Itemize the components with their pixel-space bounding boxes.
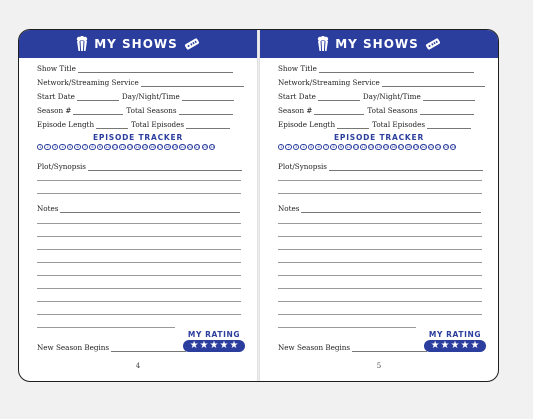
writing-line[interactable] bbox=[278, 301, 482, 302]
plot-label: Plot/Synopsis bbox=[278, 162, 327, 171]
episode-circle[interactable]: 18 bbox=[165, 145, 170, 150]
new-season-field bbox=[37, 342, 189, 352]
writing-line[interactable] bbox=[37, 314, 241, 315]
notes-label: Notes bbox=[37, 204, 59, 213]
episode-circle[interactable]: 15 bbox=[383, 145, 389, 150]
page-number: 4 bbox=[135, 362, 141, 370]
episode-circle[interactable]: 5 bbox=[308, 144, 314, 150]
episode-circle[interactable]: 10 bbox=[105, 145, 110, 150]
star-icon[interactable]: ★ bbox=[440, 340, 450, 351]
episode-circle[interactable]: 20 bbox=[421, 145, 426, 150]
day-time-label: Day/Night/Time bbox=[362, 92, 421, 101]
episode-circle[interactable]: 10 bbox=[346, 145, 351, 150]
episode-circle[interactable]: 7 bbox=[82, 144, 88, 150]
network-field bbox=[37, 77, 247, 87]
page-header bbox=[260, 30, 498, 58]
episode-circle[interactable]: 19 bbox=[172, 145, 178, 150]
show-title-label: Show Title bbox=[37, 64, 76, 73]
episode-circle[interactable]: 15 bbox=[142, 145, 148, 150]
plot-label: Plot/Synopsis bbox=[37, 162, 86, 171]
total-seasons-label: Total Seasons bbox=[126, 106, 177, 115]
start-date-label: Start Date bbox=[278, 92, 316, 101]
episode-circle[interactable]: 3 bbox=[52, 144, 58, 150]
season-label: Season # bbox=[37, 106, 72, 115]
star-icon[interactable]: ★ bbox=[209, 340, 219, 351]
episode-circle[interactable]: 24 bbox=[210, 145, 215, 150]
episode-circle[interactable]: 5 bbox=[67, 144, 73, 150]
remote-control-icon bbox=[425, 38, 441, 50]
my-rating bbox=[424, 330, 486, 352]
episode-tracker-title: EPISODE TRACKER bbox=[333, 133, 425, 142]
star-icon[interactable]: ★ bbox=[229, 340, 239, 351]
episode-circle[interactable]: 17 bbox=[157, 145, 163, 150]
season-field bbox=[37, 105, 236, 115]
writing-line[interactable] bbox=[278, 249, 482, 250]
total-episodes-label: Total Episodes bbox=[131, 120, 185, 129]
plot-line[interactable] bbox=[88, 163, 242, 171]
show-title-line[interactable] bbox=[78, 65, 233, 73]
writing-line[interactable] bbox=[278, 314, 482, 315]
episode-length-field bbox=[278, 119, 474, 129]
network-line[interactable] bbox=[141, 79, 244, 87]
star-icon[interactable]: ★ bbox=[460, 340, 470, 351]
star-icon[interactable]: ★ bbox=[430, 340, 440, 351]
episode-tracker bbox=[278, 144, 456, 150]
popcorn-icon bbox=[76, 36, 88, 52]
episode-circle[interactable]: 7 bbox=[323, 144, 329, 150]
episode-circle[interactable]: 12 bbox=[361, 145, 366, 150]
total-episodes-label: Total Episodes bbox=[372, 120, 426, 129]
page-title: MY SHOWS bbox=[335, 37, 419, 51]
star-icon[interactable]: ★ bbox=[219, 340, 229, 351]
writing-line[interactable] bbox=[37, 288, 241, 289]
writing-line[interactable] bbox=[37, 301, 241, 302]
plot-line[interactable] bbox=[329, 163, 483, 171]
episode-circle[interactable]: 20 bbox=[180, 145, 185, 150]
episode-circle[interactable]: 14 bbox=[376, 145, 381, 150]
rating-stars bbox=[424, 340, 486, 352]
total-seasons-label: Total Seasons bbox=[367, 106, 418, 115]
start-date-line[interactable] bbox=[318, 93, 360, 101]
episode-circle[interactable]: 22 bbox=[195, 145, 200, 150]
episode-length-label: Episode Length bbox=[278, 120, 336, 129]
start-date-line[interactable] bbox=[77, 93, 119, 101]
writing-line[interactable] bbox=[37, 180, 241, 181]
notes-label: Notes bbox=[278, 204, 300, 213]
star-icon[interactable]: ★ bbox=[189, 340, 199, 351]
day-time-label: Day/Night/Time bbox=[121, 92, 180, 101]
start-date-field bbox=[278, 91, 478, 101]
show-title-line[interactable] bbox=[319, 65, 474, 73]
episode-circle[interactable]: 8 bbox=[330, 144, 336, 150]
start-date-field bbox=[37, 91, 237, 101]
writing-line[interactable] bbox=[37, 249, 241, 250]
episode-circle[interactable]: 19 bbox=[413, 145, 419, 150]
season-label: Season # bbox=[278, 106, 313, 115]
notes-line[interactable] bbox=[301, 205, 481, 213]
new-season-line[interactable] bbox=[352, 344, 427, 352]
episode-circle[interactable]: 16 bbox=[391, 145, 396, 150]
new-season-line[interactable] bbox=[111, 344, 186, 352]
writing-line[interactable] bbox=[278, 180, 482, 181]
episode-circle[interactable]: 1 bbox=[278, 144, 284, 150]
episode-circle[interactable]: 4 bbox=[300, 144, 306, 150]
writing-line[interactable] bbox=[278, 327, 416, 328]
my-rating bbox=[183, 330, 245, 352]
episode-circle[interactable]: 12 bbox=[120, 145, 125, 150]
remote-control-icon bbox=[184, 38, 200, 50]
episode-circle[interactable]: 6 bbox=[74, 144, 80, 150]
writing-line[interactable] bbox=[37, 327, 175, 328]
rating-title: MY RATING bbox=[187, 330, 241, 339]
episode-tracker-title: EPISODE TRACKER bbox=[92, 133, 184, 142]
new-season-label: New Season Begins bbox=[37, 343, 110, 352]
episode-circle[interactable]: 2 bbox=[285, 144, 291, 150]
writing-line[interactable] bbox=[278, 193, 482, 194]
left-page bbox=[19, 30, 257, 381]
episode-circle[interactable]: 1 bbox=[37, 144, 43, 150]
new-season-label: New Season Begins bbox=[278, 343, 351, 352]
network-label: Network/Streaming Service bbox=[278, 78, 380, 87]
writing-line[interactable] bbox=[37, 236, 241, 237]
show-title-field bbox=[278, 63, 477, 73]
episode-circle[interactable]: 21 bbox=[428, 145, 434, 150]
page-title: MY SHOWS bbox=[94, 37, 178, 51]
episode-circle[interactable]: 11 bbox=[112, 145, 118, 150]
episode-length-line[interactable] bbox=[337, 121, 369, 129]
episode-circle[interactable]: 13 bbox=[368, 145, 374, 150]
writing-line[interactable] bbox=[278, 275, 482, 276]
total-seasons-line[interactable] bbox=[420, 107, 474, 115]
writing-line[interactable] bbox=[37, 262, 241, 263]
new-season-field bbox=[278, 342, 430, 352]
right-page bbox=[260, 30, 498, 381]
episode-circle[interactable]: 24 bbox=[451, 145, 456, 150]
episode-circle[interactable]: 8 bbox=[89, 144, 95, 150]
episode-circle[interactable]: 4 bbox=[59, 144, 65, 150]
rating-title: MY RATING bbox=[428, 330, 482, 339]
episode-circle[interactable]: 17 bbox=[398, 145, 404, 150]
writing-line[interactable] bbox=[278, 288, 482, 289]
season-field bbox=[278, 105, 477, 115]
notes-line[interactable] bbox=[60, 205, 240, 213]
episode-length-line[interactable] bbox=[96, 121, 128, 129]
writing-line[interactable] bbox=[278, 262, 482, 263]
popcorn-icon bbox=[317, 36, 329, 52]
writing-line[interactable] bbox=[278, 236, 482, 237]
total-episodes-line[interactable] bbox=[186, 121, 230, 129]
show-title-label: Show Title bbox=[278, 64, 317, 73]
episode-circle[interactable]: 21 bbox=[187, 145, 193, 150]
season-line[interactable] bbox=[314, 107, 364, 115]
episode-circle[interactable]: 23 bbox=[443, 145, 449, 150]
star-icon[interactable]: ★ bbox=[450, 340, 460, 351]
network-field bbox=[278, 77, 488, 87]
episode-circle[interactable]: 6 bbox=[315, 144, 321, 150]
page-number: 5 bbox=[376, 362, 382, 370]
notes-field bbox=[278, 203, 484, 213]
episode-tracker bbox=[37, 144, 215, 150]
episode-length-label: Episode Length bbox=[37, 120, 95, 129]
writing-line[interactable] bbox=[278, 223, 482, 224]
episode-circle[interactable]: 2 bbox=[44, 144, 50, 150]
episode-circle[interactable]: 9 bbox=[97, 144, 103, 150]
star-icon[interactable]: ★ bbox=[199, 340, 209, 351]
total-episodes-line[interactable] bbox=[427, 121, 471, 129]
notes-field bbox=[37, 203, 243, 213]
episode-circle[interactable]: 18 bbox=[406, 145, 411, 150]
episode-circle[interactable]: 9 bbox=[338, 144, 344, 150]
season-line[interactable] bbox=[73, 107, 123, 115]
episode-circle[interactable]: 11 bbox=[353, 145, 359, 150]
writing-line[interactable] bbox=[37, 223, 241, 224]
start-date-label: Start Date bbox=[37, 92, 75, 101]
episode-circle[interactable]: 3 bbox=[293, 144, 299, 150]
writing-line[interactable] bbox=[37, 275, 241, 276]
plot-field bbox=[37, 161, 245, 171]
network-label: Network/Streaming Service bbox=[37, 78, 139, 87]
page-header bbox=[19, 30, 257, 58]
plot-field bbox=[278, 161, 486, 171]
rating-stars bbox=[183, 340, 245, 352]
episode-circle[interactable]: 14 bbox=[135, 145, 140, 150]
episode-circle[interactable]: 23 bbox=[202, 145, 208, 150]
episode-circle[interactable]: 13 bbox=[127, 145, 133, 150]
star-icon[interactable]: ★ bbox=[470, 340, 480, 351]
episode-circle[interactable]: 22 bbox=[436, 145, 441, 150]
episode-length-field bbox=[37, 119, 233, 129]
total-seasons-line[interactable] bbox=[179, 107, 233, 115]
journal-spread bbox=[18, 29, 499, 382]
day-time-line[interactable] bbox=[182, 93, 234, 101]
day-time-line[interactable] bbox=[423, 93, 475, 101]
network-line[interactable] bbox=[382, 79, 485, 87]
writing-line[interactable] bbox=[37, 193, 241, 194]
episode-circle[interactable]: 16 bbox=[150, 145, 155, 150]
show-title-field bbox=[37, 63, 236, 73]
